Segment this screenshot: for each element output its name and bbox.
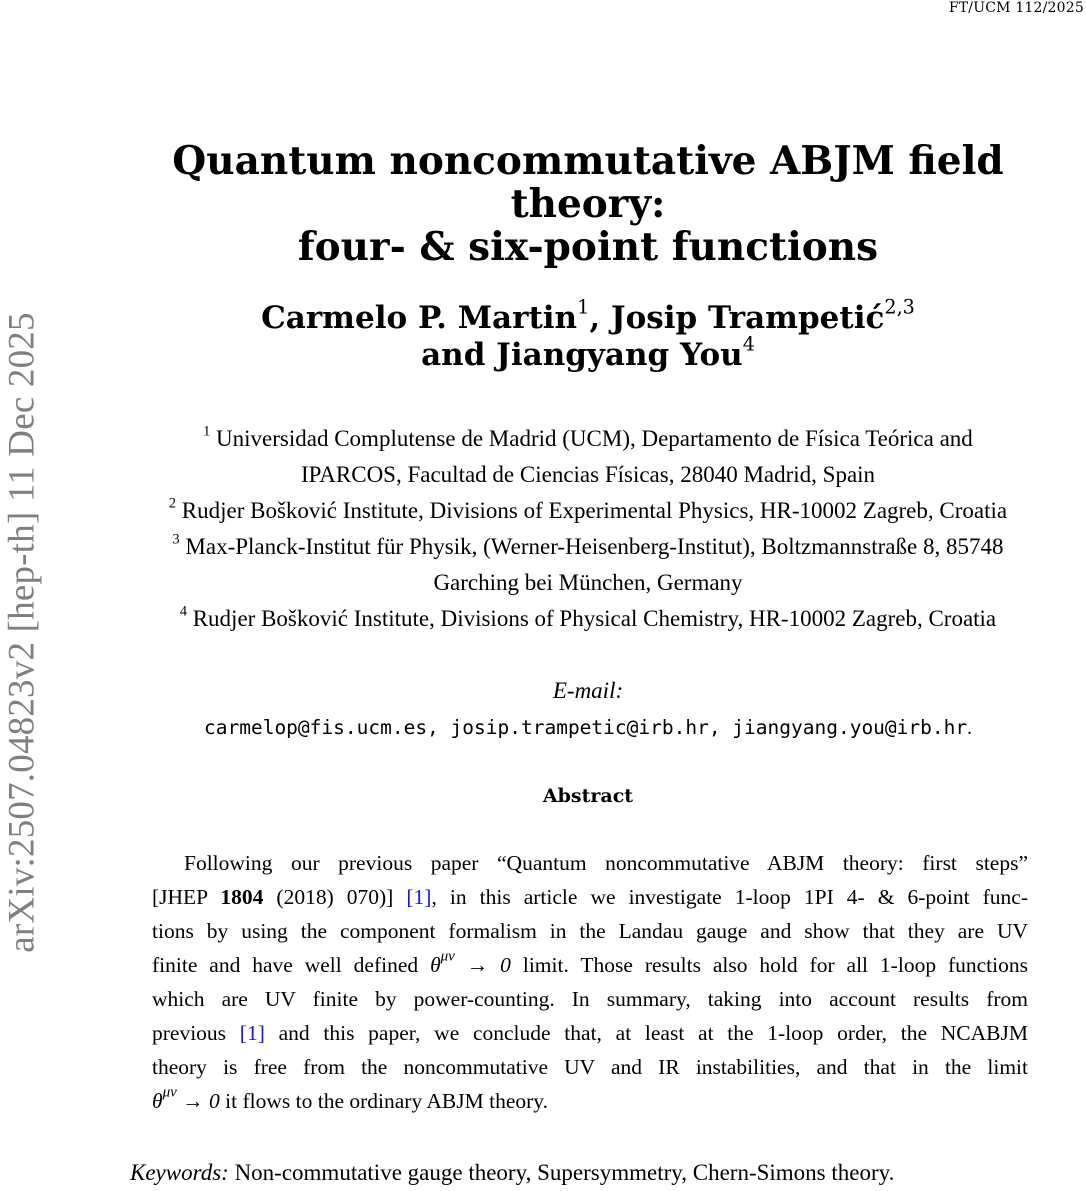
abstract-line: Following our previous paper “Quantum noncommutative ABJM theory: first steps” [184,851,1028,875]
abstract-line: theory is free from the noncommutative UV and IR instabilities, and that in the limit [152,1055,1028,1079]
arxiv-stamp-text: arXiv:2507.04823v2 [hep-th] 11 Dec 2025 [1,312,43,953]
author-you-affil: 4 [742,332,755,356]
author-separator: , [589,300,611,336]
abstract-text: limit. Those results also hold for all 1-loop functions [510,953,1028,977]
citation-link[interactable]: [1] [406,885,432,909]
authors-line-2 [90,332,1086,374]
arxiv-stamp [2,265,42,1000]
abstract-heading: Abstract [542,785,634,807]
keywords [130,1160,894,1186]
affiliation-2-text: Rudjer Bošković Institute, Divisions of Experimental Physics, HR-10002 Zagreb, Croatia [181,498,1008,523]
abstract-text: and this paper, we conclude that, at least at the 1-loop order, the NCABJM [264,1021,1028,1045]
citation-link[interactable]: [1] [239,1021,265,1045]
abstract-line: which are UV finite by power-counting. In summary, taking into account results from [152,987,1028,1011]
paper-title [90,140,1086,269]
abstract-text: finite and have well defined [152,953,431,977]
affiliation-1-cont: IPARCOS, Facultad de Ciencias Físicas, 28040 Madrid, Spain [300,462,876,487]
journal-volume: 1804 [220,885,264,909]
affiliation-3-marker: 3 [172,531,180,548]
abstract-body [152,846,1028,1118]
abstract-line [152,948,1028,982]
author-trampetic-affil: 2,3 [884,295,915,319]
abstract-line: tions by using the component formalism in the Landau gauge and show that they are UV [152,919,1028,943]
keywords-label: Keywords: [130,1160,229,1185]
abstract-text: [JHEP [152,885,221,909]
affiliation-2-marker: 2 [168,495,177,512]
theta-limit-math: $\theta^{\mu\nu} \to 0$ [430,948,511,977]
abstract-text: (2018) 070)] [263,885,407,909]
affiliation-3 [90,529,1086,565]
author-martin: Carmelo P. Martin [261,300,578,336]
affiliation-1 [90,421,1086,457]
author-conjunction: and [421,337,497,373]
keywords-text: Non-commutative gauge theory, Supersymmetry, Chern-Simons theory. [228,1160,895,1185]
email-addresses [90,716,1086,740]
affiliations [90,421,1086,637]
abstract-line [152,1016,1028,1050]
author-trampetic: Josip Trampetić [610,300,885,336]
affiliation-4-text: Rudjer Bošković Institute, Divisions of Physical Chemistry, HR-10002 Zagreb, Croatia [192,606,997,631]
theta-limit-math: $\theta^{\mu\nu} \to 0$ [152,1084,220,1113]
title-line-2: four- & six-point functions [297,224,879,270]
abstract-text: previous [152,1021,240,1045]
abstract-text: it flows to the ordinary ABJM theory. [219,1089,549,1113]
title-line-1: Quantum noncommutative ABJM field theory: [172,138,1004,227]
email-period: . [967,718,972,739]
email-label: E-mail: [552,678,624,703]
author-you: Jiangyang You [496,337,743,373]
abstract-text: , in this article we investigate 1-loop 1PI 4- & 6-point func- [431,885,1029,909]
affiliation-1-marker: 1 [203,423,211,440]
authors-line-1 [90,295,1086,337]
abstract-line [152,880,1028,914]
affiliation-3-text: Max-Planck-Institut für Physik, (Werner-Heisenberg-Institut), Boltzmannstraße 8, 85748 [185,534,1004,559]
abstract-line [152,1084,1028,1118]
affiliation-1-text: Universidad Complutense de Madrid (UCM), Departamento de Física Teórica and [216,426,973,451]
affiliation-4 [90,601,1086,637]
email-list[interactable]: carmelop@fis.ucm.es, josip.trampetic@irb.hr, jiangyang.you@irb.hr [204,716,968,739]
affiliation-3-cont: Garching bei München, Germany [433,570,743,595]
affiliation-2 [90,493,1086,529]
author-list [90,295,1086,374]
affiliation-4-marker: 4 [179,603,187,620]
author-martin-affil: 1 [577,295,590,319]
report-number: FT/UCM 112/2025 [948,0,1084,16]
